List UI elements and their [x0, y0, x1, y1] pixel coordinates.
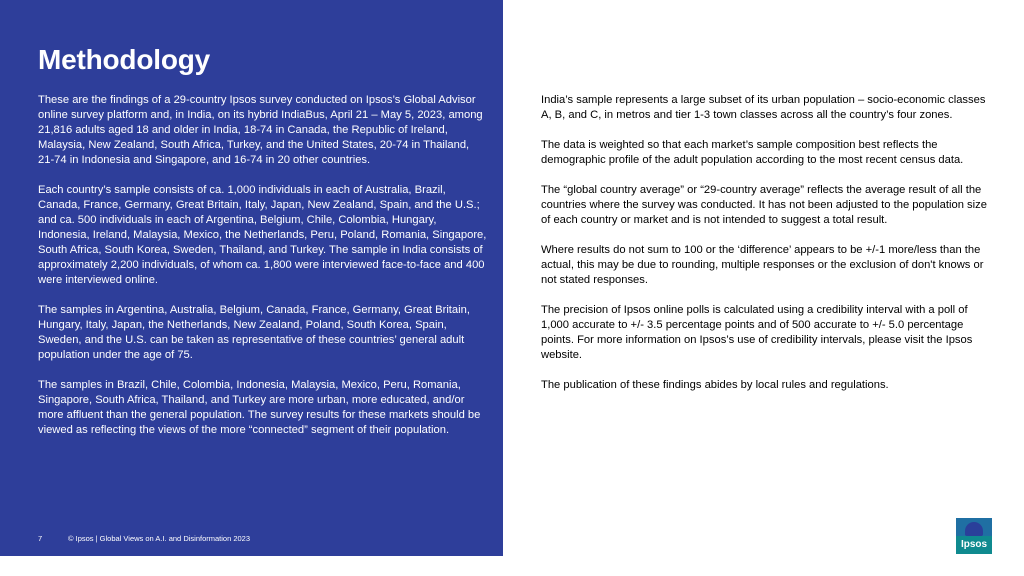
- ipsos-logo: [956, 518, 992, 554]
- methodology-panel: [0, 0, 503, 556]
- paragraph-rounding: Where results do not sum to 100 or the ‘difference’ appears to be +/-1 more/less than the actual, this may be due to rounding, multiple responses or the exclusion of don't knows or not stated responses.: [541, 244, 984, 286]
- logo-text: Ipsos: [960, 539, 988, 550]
- page-number: 7: [38, 534, 43, 543]
- paragraph-precision: The precision of Ipsos online polls is calculated using a credibility interval with a poll of 1,000 accurate to +/- 3.5 percentage points and of 500 accurate to +/- 5.0 percentage points. For more information on Ipsos’s use of credibility intervals, please visit the Ipsos website.: [541, 304, 973, 361]
- page-title: Methodology: [38, 44, 210, 75]
- paragraph-survey-overview: These are the findings of a 29-country Ipsos survey conducted on Ipsos’s Global Advisor online survey platform and, in India, on its hybrid IndiaBus, April 21 – May 5, 2023, among 21,816 adults aged 18 and older in India, 18-74 in Canada, the Republic of Ireland, Malaysia, New Zealand, South Africa, Turkey, and the United States, 20-74 in Thailand, 21-74 in Indonesia and Singapore, and 16-74 in 20 other countries.: [38, 94, 483, 166]
- paragraph-publication: The publication of these findings abides by local rules and regulations.: [541, 379, 889, 391]
- paragraph-representative-samples: The samples in Argentina, Australia, Belgium, Canada, France, Germany, Great Britain, Hungary, Italy, Japan, the Netherlands, New Zealand, Poland, South Korea, Spain, Sweden, and the U.S. can be taken as representative of these countries’ general adult population under the age of 75.: [38, 304, 470, 361]
- right-text-column: [541, 93, 997, 408]
- paragraph-sample-sizes: Each country’s sample consists of ca. 1,000 individuals in each of Australia, Brazil, Canada, France, Germany, Great Britain, Italy, Japan, New Zealand, Spain, and the U.S.; and ca. 500 individuals in each of Argentina, Belgium, Chile, Colombia, Hungary, Indonesia, Ireland, Malaysia, Mexico, the Netherlands, Peru, Poland, Romania, Singapore, South Africa, South Korea, Sweden, Thailand, and Turkey. The sample in India consists of approximately 2,200 individuals, of whom ca. 1,800 were interviewed face-to-face and 400 were interviewed online.: [38, 184, 487, 286]
- logo-mark: [965, 522, 983, 536]
- footer-copyright: © Ipsos | Global Views on A.I. and Disinformation 2023: [68, 534, 251, 543]
- paragraph-urban-samples: The samples in Brazil, Chile, Colombia, Indonesia, Malaysia, Mexico, Peru, Romania, Singapore, South Africa, Thailand, and Turkey are more urban, more educated, and/or more affluent than the general population. The survey results for these markets should be viewed as reflecting the views of the more “connected” segment of their population.: [38, 379, 481, 436]
- slide-footer: [38, 534, 250, 543]
- paragraph-india-sample: India’s sample represents a large subset of its urban population – socio-economic classes A, B, and C, in metros and tier 1-3 town classes across all the country’s four zones.: [541, 94, 986, 121]
- paragraph-global-average: The “global country average” or “29-country average” reflects the average result of all the countries where the survey was conducted. It has not been adjusted to the population size of each country or market and is not intended to suggest a total result.: [541, 184, 987, 226]
- paragraph-weighting: The data is weighted so that each market’s sample composition best reflects the demographic profile of the adult population according to the most recent census data.: [541, 139, 964, 166]
- left-text-column: [38, 93, 488, 453]
